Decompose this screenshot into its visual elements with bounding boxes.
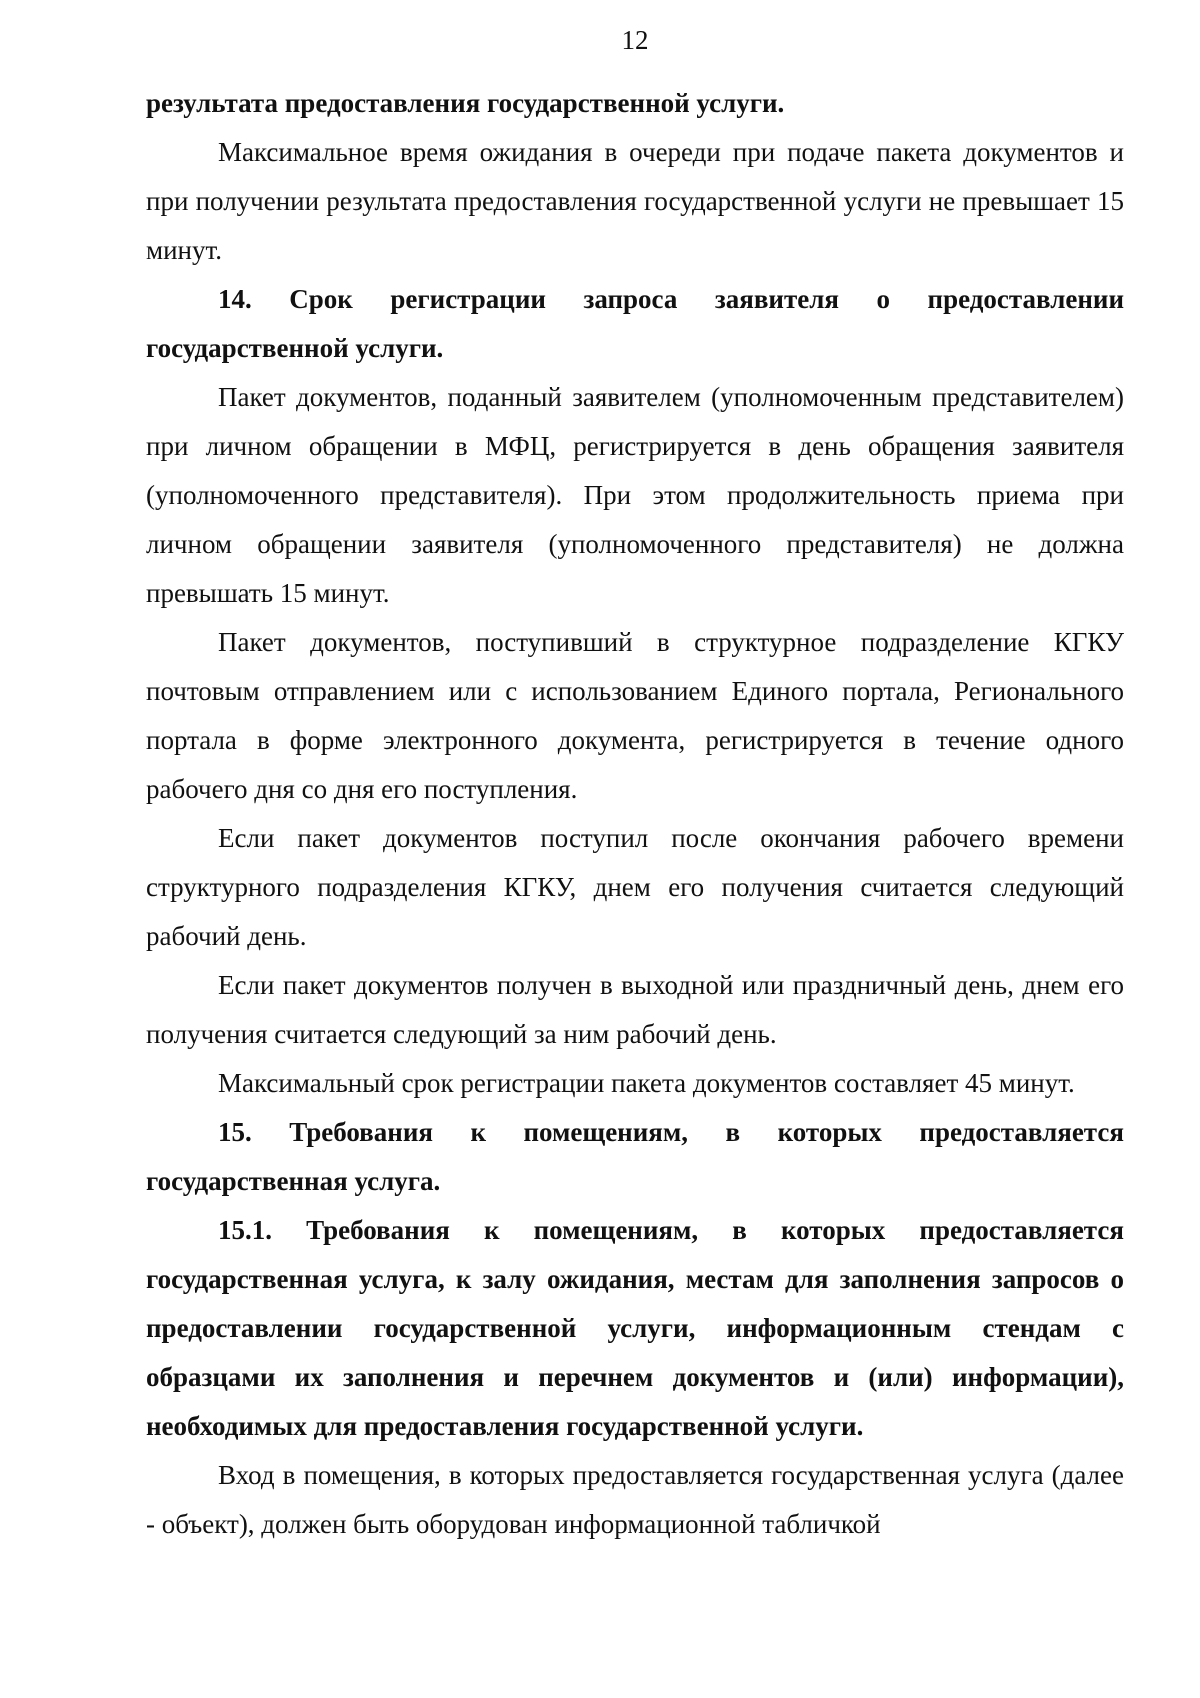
- paragraph-max-wait-time: Максимальное время ожидания в очереди при подаче пакета документов и при получении результата предоставления государственной услуги не превышает 15 минут.: [146, 137, 1124, 265]
- paragraph-registration-mfc: Пакет документов, поданный заявителем (уполномоченным представителем) при личном обращении в МФЦ, регистрируется в день обращения заявителя (уполномоченного представителя). При этом продолжительность приема при личном обращении заявителя (уполномоченного представителя) не должна превышать 15 минут.: [146, 382, 1124, 608]
- paragraph-registration-kgku: Пакет документов, поступивший в структурное подразделение КГКУ почтовым отправлением или с использованием Единого портала, Регионального портала в форме электронного документа, регистрируется в течение одного рабочего дня со дня его поступления.: [146, 627, 1124, 804]
- page-number: 12: [621, 25, 649, 55]
- paragraph-after-hours: Если пакет документов поступил после окончания рабочего времени структурного подразделения КГКУ, днем его получения считается следующий рабочий день.: [146, 823, 1124, 951]
- paragraph-entrance: Вход в помещения, в которых предоставляется государственная услуга (далее - объект), должен быть оборудован информационной табличкой: [146, 1460, 1124, 1539]
- section-heading-14: 14. Срок регистрации запроса заявителя о предоставлении государственной услуги.: [146, 284, 1124, 363]
- paragraph-heading-continuation: результата предоставления государственной услуги.: [146, 88, 785, 118]
- document-body: [146, 79, 1124, 1549]
- paragraph-max-registration-time: Максимальный срок регистрации пакета документов составляет 45 минут.: [218, 1068, 1075, 1098]
- paragraph-holiday: Если пакет документов получен в выходной или праздничный день, днем его получения считается следующий за ним рабочий день.: [146, 970, 1124, 1049]
- section-heading-15-1: 15.1. Требования к помещениям, в которых предоставляется государственная услуга, к залу ожидания, местам для заполнения запросов о предоставлении государственной услуги, информационным стендам с образцами их заполнения и перечнем документов и (или) информации), необходимых для предоставления государственной услуги.: [146, 1215, 1124, 1441]
- section-heading-15: 15. Требования к помещениям, в которых предоставляется государственная услуга.: [146, 1117, 1124, 1196]
